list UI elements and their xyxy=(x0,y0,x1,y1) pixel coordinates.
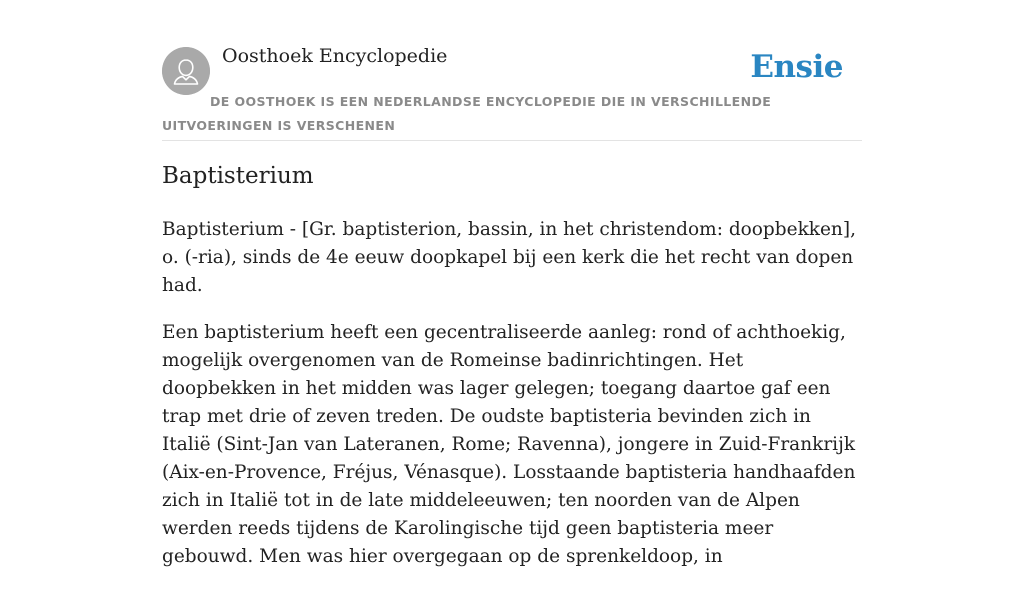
article-title: Baptisterium xyxy=(162,163,314,189)
article-paragraph: Een baptisterium heeft een gecentraliseerde aanleg: rond of achthoekig, mogelijk overgenomen van de Romeinse badinrichtingen. Het doopbekken in het midden was lager gelegen; toegang daartoe gaf een trap met drie of zeven treden. De oudste baptisteria bevinden zich in Italië (Sint-Jan van Lateranen, Rome; Ravenna), jongere in Zuid-Frankrijk (Aix-en-Provence, Fréjus, Vénasque). Losstaande baptisteria handhaafden zich in Italië tot in de late middeleeuwen; ten noorden van de Alpen werden reeds tijdens de Karolingische tijd geen baptisteria meer gebouwd. Men was hier overgegaan op de sprenkeldoop, in xyxy=(162,322,856,567)
article-paragraph: Baptisterium - [Gr. baptisterion, bassin, in het christendom: doopbekken], o. (-ria), sinds de 4e eeuw doopkapel bij een kerk die het recht van dopen had. xyxy=(162,219,856,296)
page xyxy=(162,0,862,567)
user-icon[interactable] xyxy=(162,47,210,95)
source-tagline: DE OOSTHOEK IS EEN NEDERLANDSE ENCYCLOPEDIE DIE IN VERSCHILLENDE UITVOERINGEN IS VERSCHENEN xyxy=(162,94,772,133)
article-body xyxy=(162,216,862,590)
brand-logo[interactable]: Ensie xyxy=(750,49,843,85)
source-name[interactable]: Oosthoek Encyclopedie xyxy=(222,45,448,67)
source-header xyxy=(162,0,862,141)
